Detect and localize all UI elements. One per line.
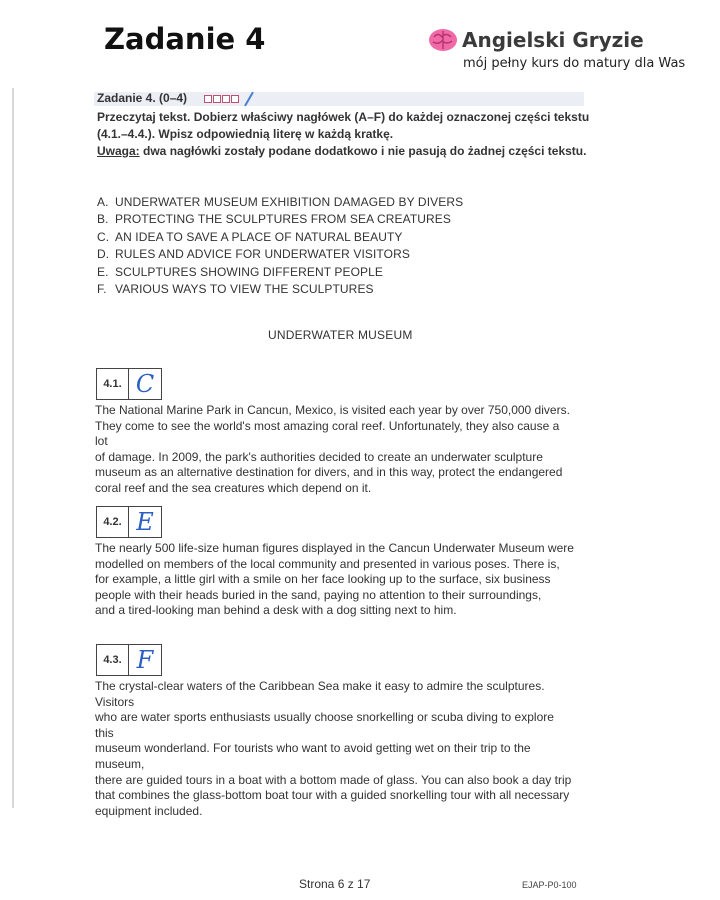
- option-f: F. VARIOUS WAYS TO VIEW THE SCULPTURES: [97, 282, 374, 297]
- answer-box-4-3[interactable]: [96, 644, 162, 676]
- answer-letter[interactable]: E: [136, 508, 154, 536]
- instruction-line-2: (4.1.–4.4.). Wpisz odpowiednią literę w każdą kratkę.: [97, 127, 394, 141]
- page-title: Zadanie 4: [104, 22, 266, 56]
- section-4-3-text: The crystal-clear waters of the Caribbean Sea make it easy to admire the sculptures. Visitors who are water sports enthusiasts usually choose snorkelling or scuba diving to explore this museum wonderland. For tourists who want to avoid getting wet on their trip to the museum, there are guided tours in a boat with a bottom made of glass. You can also book a day trip that combines the glass-bottom boat tour with a guided snorkelling tour with all necessary equipment included.: [95, 679, 572, 818]
- option-b: B. PROTECTING THE SCULPTURES FROM SEA CREATURES: [97, 212, 451, 227]
- brand-name: Angielski Gryzie: [462, 28, 644, 52]
- page-number: Strona 6 z 17: [299, 877, 371, 891]
- score-boxes: [204, 92, 240, 106]
- section-4-2-text: The nearly 500 life-size human figures displayed in the Cancun Underwater Museum were modelled on members of the local community and presented in various poses. There is, for example, a little girl with a smile on her face looking up to the surface, six business people with their heads buried in the sand, paying no attention to their surroundings, and a tired-looking man behind a desk with a dog sitting next to him.: [95, 541, 574, 618]
- answer-box-number: 4.2.: [97, 507, 129, 537]
- section-4-1-text: The National Marine Park in Cancun, Mexico, is visited each year by over 750,000 divers. They come to see the world's most amazing coral reef. Unfortunately, they also cause a lot of damage. In 2009, the park's authorities decided to create an underwater sculpture museum as an alternative destination for divers, and in this way, protect the endangered coral reef and the sea creatures which depend on it.: [95, 403, 570, 495]
- option-a: A. UNDERWATER MUSEUM EXHIBITION DAMAGED BY DIVERS: [97, 195, 464, 209]
- heading-options: [97, 194, 463, 298]
- option-c: C. AN IDEA TO SAVE A PLACE OF NATURAL BEAUTY: [97, 229, 403, 244]
- option-e: E. SCULPTURES SHOWING DIFFERENT PEOPLE: [97, 264, 383, 279]
- option-d: D. RULES AND ADVICE FOR UNDERWATER VISITORS: [97, 247, 410, 262]
- answer-box-number: 4.3.: [97, 645, 129, 675]
- answer-letter[interactable]: F: [136, 646, 154, 674]
- instruction-warning: [97, 143, 597, 160]
- warning-label: Uwaga:: [97, 144, 140, 158]
- brand-logo: [428, 28, 644, 52]
- brain-icon: [428, 28, 458, 52]
- scan-edge: [12, 88, 14, 808]
- answer-box-4-2[interactable]: [96, 506, 162, 538]
- answer-box-4-1[interactable]: [96, 368, 162, 400]
- warning-text: dwa nagłówki zostały podane dodatkowo i nie pasują do żadnej części tekstu.: [139, 144, 587, 158]
- answer-box-number: 4.1.: [97, 369, 129, 399]
- instruction-line-1: Przeczytaj tekst. Dobierz właściwy nagłówek (A–F) do każdej oznaczonej części tekstu: [97, 110, 590, 124]
- exam-code: EJAP-P0-100: [522, 880, 577, 890]
- brand-tagline: mój pełny kurs do matury dla Was: [463, 56, 686, 71]
- text-heading: UNDERWATER MUSEUM: [268, 328, 413, 342]
- task-header: [97, 91, 250, 107]
- answer-letter[interactable]: C: [135, 370, 155, 398]
- task-instruction: [97, 109, 597, 160]
- task-header-text: Zadanie 4. (0–4): [97, 91, 188, 106]
